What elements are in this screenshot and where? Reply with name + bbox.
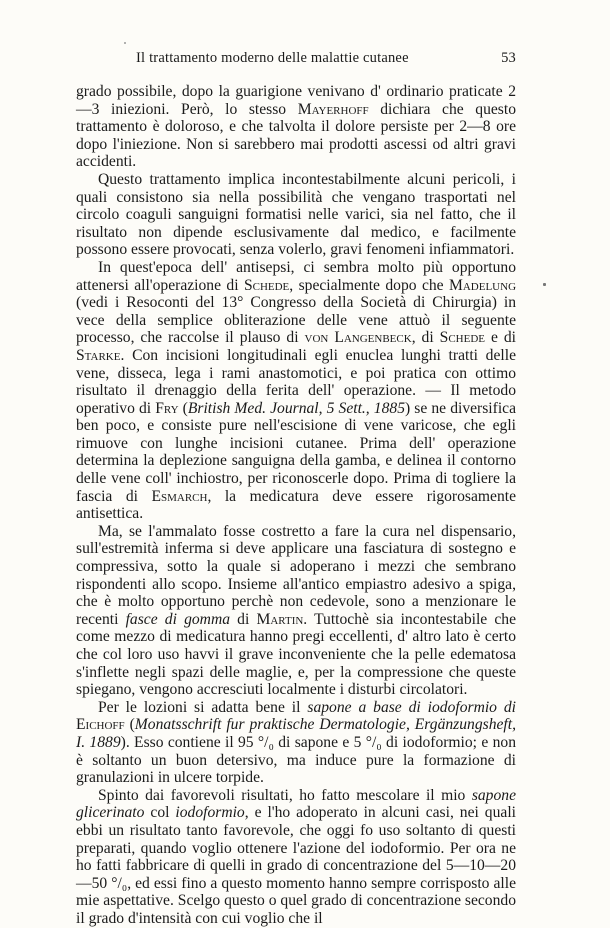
italic-text: sapone a base di iodoformio di — [307, 698, 516, 716]
text-run: . Con incisioni longitudinali egli enuclea lunghi tratti delle vene, disseca, lega i rami anastomotici, e poi pratica con ottimo risultato il drenaggio della ferita dell' operazione. — Il metodo operativo di — [76, 346, 516, 417]
text-run: ). Esso contiene il 95 °/₀ di sapone e 5 °/₀ di iodoformio; e non è soltanto un buon detersivo, ma induce pure la formazione di granulazioni in ulcere torpide. — [76, 733, 516, 787]
page-speck — [124, 42, 126, 44]
italic-text: Monatsschrift fur praktische Dermatologie, Ergänzungsheft, I. 1889 — [76, 716, 516, 751]
text-run: Per le lozioni si adatta bene il — [98, 698, 308, 716]
paragraph — [76, 699, 516, 787]
italic-text: iodoformio — [175, 804, 245, 822]
paragraph — [76, 787, 516, 928]
text-run: ) se ne diversifica ben poco, e consiste pure nell'escisione di vene varicose, che egli rimuove con lunghe incisioni cutanee. Prima dell' operazione determina la deplezione sanguigna della gamba, e delinea il contorno delle vene coll' inchiostro, per riconoscerle dopo. Prima di togliere la fascia di — [76, 399, 516, 505]
text-run: In quest'epoca dell' antisepsi, ci sembra molto più opportuno attenersi all'operazione di — [76, 258, 516, 294]
paragraph — [76, 83, 516, 171]
italic-text: sapone glicerinato — [76, 786, 516, 822]
text-run: . Tuttochè sia incontestabile che come mezzo di medicatura hanno pregi eccellenti, d' altro lato è certo che col loro uso havvi il grave inconveniente che la pelle edematosa s'inflette negli spazi delle maglie, e, per la compressione che queste spiegano, vengono accresciuti localmente i disturbi circolatori. — [76, 610, 517, 699]
italic-text: British Med. Journal, 5 Sett., 1885 — [187, 399, 405, 417]
paragraph — [76, 523, 516, 699]
author-name: Starke — [76, 346, 121, 364]
author-name: von Langenbeck — [304, 329, 412, 347]
text-run: , la medicatura deve essere rigorosamente antisettica. — [76, 487, 516, 523]
margin-mark — [543, 283, 546, 286]
running-title: Il trattamento moderno delle malattie cutanee — [136, 50, 409, 66]
book-page — [76, 50, 516, 928]
text-run: grado possibile, dopo la guarigione venivano d' ordinario praticate 2—3 iniezioni. Però, lo stesso — [76, 83, 516, 118]
author-name: Mayerhoff — [297, 100, 369, 118]
text-run: dichiara che questo trattamento è doloroso, e che talvolta il dolore persiste per 2—8 ore dopo l'iniezione. Non si sarebbero mai prodotti ascessi od altri gravi accidenti. — [76, 100, 516, 171]
text-run: , di — [411, 329, 440, 347]
text-run: Spinto dai favorevoli risultati, ho fatto mescolare il mio — [98, 786, 472, 804]
text-run: di — [230, 610, 257, 628]
body-text — [76, 83, 516, 928]
text-run: (vedi i Resoconti del 13° Congresso della Società di Chirurgia) in vece della semplice obliterazione delle vene attuò il seguente processo, che raccolse il plauso di — [76, 294, 516, 347]
text-run: e di — [485, 329, 517, 347]
author-name: Fry — [155, 399, 179, 417]
author-name: Schede — [243, 276, 290, 294]
author-name: Schede — [439, 329, 486, 347]
author-name: Martin — [256, 610, 304, 628]
author-name: Esmarch — [151, 487, 208, 505]
text-run: , e l'ho adoperato in alcuni casi, nei quali ebbi un risultato tanto favorevole, che oggi fo uso soltanto di questi preparati, quando voglio ottenere l'azione del iodoformio. Per ora ne ho fatti fabbricare di quelli in grado di concentrazione del 5—10—20—50 °/₀, ed essi fino a questo momento hanno sempre corrisposto alle mie aspettative. Scelgo questo o quel grado di concentrazione secondo il grado d'intensità con cui voglio che il — [76, 804, 516, 927]
text-run: Questo trattamento implica incontestabilmente alcuni pericoli, i quali consistono sia nella possibilità che vengano trasportati nel circolo coaguli sanguigni formatisi nelle varici, sia nel fatto, che il risultato non dipende esclusivamente dal medico, e facilmente possono essere provocati, senza volerlo, gravi fenomeni infiammatori. — [76, 170, 516, 259]
text-run: col — [144, 804, 176, 822]
paragraph — [76, 171, 516, 259]
text-run: Ma, se l'ammalato fosse costretto a fare la cura nel dispensario, sull'estremità inferma si deve applicare una fasciatura di sostegno e compressiva, sotto la quale si adoperano i mezzi che sembrano rispondenti allo scopo. Insieme all'antico empiastro adesivo a spiga, che è molto opportuno perchè non cedevole, sono a menzionare le recenti — [76, 522, 516, 628]
paragraph — [76, 259, 516, 523]
author-name: Eichoff — [76, 716, 125, 734]
running-header — [76, 50, 516, 67]
page-number: 53 — [501, 50, 516, 66]
author-name: Madelung — [448, 276, 517, 294]
italic-text: fasce di gomma — [125, 610, 231, 628]
text-run: , specialmente dopo che — [289, 276, 449, 294]
text-run: ( — [178, 399, 188, 417]
text-run: ( — [124, 716, 135, 734]
